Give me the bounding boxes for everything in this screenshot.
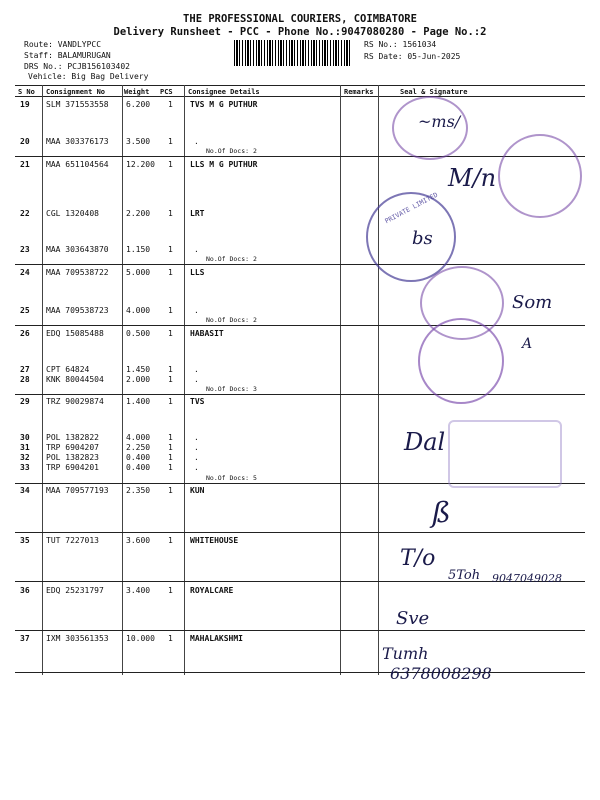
row-weight: 0.400	[126, 453, 151, 462]
row-pcs: 1	[168, 245, 173, 254]
row-sno: 28	[20, 375, 30, 384]
signature: Tumh	[382, 644, 429, 663]
col-divider	[184, 85, 185, 675]
row-consignment: TUT 7227013	[46, 536, 99, 545]
row-consignment: MAA 651104564	[46, 160, 109, 169]
row-consignment: MAA 303376173	[46, 137, 109, 146]
row-consignee: .	[194, 306, 199, 315]
row-pcs: 1	[168, 375, 173, 384]
col-divider	[378, 85, 379, 675]
vehicle-label: Vehicle: Big Bag Delivery	[28, 72, 149, 81]
row-weight: 10.000	[126, 634, 155, 643]
row-weight: 1.150	[126, 245, 151, 254]
staff-label: Staff: BALAMURUGAN	[24, 51, 111, 60]
row-weight: 4.000	[126, 306, 151, 315]
row-weight: 3.400	[126, 586, 151, 595]
row-pcs: 1	[168, 306, 173, 315]
row-pcs: 1	[168, 365, 173, 374]
row-sno: 33	[20, 463, 30, 472]
row-pcs: 1	[168, 209, 173, 218]
row-consignment: MAA 303643870	[46, 245, 109, 254]
row-sno: 21	[20, 160, 30, 169]
col-consignee: Consignee Details	[188, 88, 260, 96]
row-pcs: 1	[168, 137, 173, 146]
row-sno: 34	[20, 486, 30, 495]
row-consignee: ROYALCARE	[190, 586, 234, 595]
company-stamp	[418, 318, 504, 404]
docs-count: No.Of Docs: 2	[206, 147, 257, 155]
row-weight: 5.000	[126, 268, 151, 277]
table-bottom-rule	[15, 672, 585, 673]
row-weight: 4.000	[126, 433, 151, 442]
docs-count: No.Of Docs: 3	[206, 385, 257, 393]
row-consignee: .	[194, 375, 199, 384]
row-consignment: IXM 303561353	[46, 634, 109, 643]
signature: Sve	[396, 608, 430, 629]
route-label: Route: VANDLYPCC	[24, 40, 102, 49]
row-sno: 19	[20, 100, 30, 109]
row-sno: 27	[20, 365, 30, 374]
row-pcs: 1	[168, 268, 173, 277]
row-pcs: 1	[168, 443, 173, 452]
col-divider	[122, 85, 123, 675]
signature: A	[522, 336, 533, 352]
row-consignee: TVS M G PUTHUR	[190, 100, 258, 109]
row-sno: 22	[20, 209, 30, 218]
col-pcs: PCS	[160, 88, 173, 96]
rs-number: RS No.: 1561034	[364, 40, 437, 49]
drs-number: DRS No.: PCJB156103402	[24, 62, 130, 71]
row-sno: 30	[20, 433, 30, 442]
group-rule	[15, 325, 585, 326]
row-sno: 35	[20, 536, 30, 545]
row-consignment: MAA 709577193	[46, 486, 109, 495]
row-consignee: .	[194, 245, 199, 254]
row-sno: 29	[20, 397, 30, 406]
row-pcs: 1	[168, 329, 173, 338]
row-weight: 3.600	[126, 536, 151, 545]
row-consignment: EDQ 25231797	[46, 586, 104, 595]
col-weight: Weight	[124, 88, 150, 96]
row-pcs: 1	[168, 536, 173, 545]
row-weight: 2.000	[126, 375, 151, 384]
row-weight: 1.450	[126, 365, 151, 374]
row-consignee: .	[194, 137, 199, 146]
group-rule	[15, 630, 585, 631]
group-rule	[15, 156, 585, 157]
row-consignment: MAA 709538722	[46, 268, 109, 277]
runsheet-subtitle: Delivery Runsheet - PCC - Phone No.:9047080280 - Page No.:2	[113, 26, 487, 38]
row-weight: 3.500	[126, 137, 151, 146]
row-consignee: .	[194, 443, 199, 452]
row-sno: 25	[20, 306, 30, 315]
signature: Som	[512, 292, 553, 313]
row-sno: 36	[20, 586, 30, 595]
col-remarks: Remarks	[344, 88, 374, 96]
row-pcs: 1	[168, 433, 173, 442]
row-sno: 23	[20, 245, 30, 254]
group-rule	[15, 532, 585, 533]
row-consignee: LLS M G PUTHUR	[190, 160, 258, 169]
row-consignee: KUN	[190, 486, 205, 495]
signature: M/n	[448, 164, 497, 192]
row-pcs: 1	[168, 586, 173, 595]
row-sno: 32	[20, 453, 30, 462]
company-stamp	[366, 192, 456, 282]
row-consignee: HABASIT	[190, 329, 224, 338]
row-weight: 6.200	[126, 100, 151, 109]
row-pcs: 1	[168, 634, 173, 643]
row-consignee: LRT	[190, 209, 205, 218]
row-consignment: CGL 1320408	[46, 209, 99, 218]
row-consignment: KNK 80044504	[46, 375, 104, 384]
col-divider	[42, 85, 43, 675]
row-consignee: .	[194, 433, 199, 442]
row-sno: 20	[20, 137, 30, 146]
row-pcs: 1	[168, 397, 173, 406]
row-consignee: LLS	[190, 268, 205, 277]
docs-count: No.Of Docs: 5	[206, 474, 257, 482]
row-consignment: SLM 371553558	[46, 100, 109, 109]
row-consignment: TRP 6904201	[46, 463, 99, 472]
row-consignment: EDQ 15085488	[46, 329, 104, 338]
stamp-text: PRIVATE LIMITED	[383, 190, 440, 226]
row-weight: 2.350	[126, 486, 151, 495]
table-top-rule	[15, 85, 585, 86]
signature: ß	[432, 496, 451, 529]
row-weight: 2.250	[126, 443, 151, 452]
col-seal: Seal & Signature	[400, 88, 468, 96]
docs-count: No.Of Docs: 2	[206, 255, 257, 263]
row-consignment: TRP 6904207	[46, 443, 99, 452]
row-sno: 26	[20, 329, 30, 338]
row-pcs: 1	[168, 463, 173, 472]
handwritten-phone: 6378008298	[390, 664, 492, 683]
row-weight: 0.500	[126, 329, 151, 338]
signature: Dal	[404, 428, 446, 456]
row-weight: 2.200	[126, 209, 151, 218]
signature: T/o	[400, 546, 436, 571]
company-title: THE PROFESSIONAL COURIERS, COIMBATORE	[183, 13, 417, 25]
docs-count: No.Of Docs: 2	[206, 316, 257, 324]
barcode	[234, 40, 352, 66]
row-sno: 24	[20, 268, 30, 277]
row-consignee: .	[194, 453, 199, 462]
row-consignment: MAA 709538723	[46, 306, 109, 315]
col-divider	[340, 85, 341, 675]
row-pcs: 1	[168, 486, 173, 495]
row-consignment: POL 1382823	[46, 453, 99, 462]
header-rule	[15, 96, 585, 97]
signature: ~ms/	[418, 112, 461, 131]
row-pcs: 1	[168, 100, 173, 109]
row-consignee: .	[194, 463, 199, 472]
row-weight: 0.400	[126, 463, 151, 472]
row-consignment: POL 1382822	[46, 433, 99, 442]
company-stamp	[448, 420, 562, 488]
row-consignee: MAHALAKSHMI	[190, 634, 243, 643]
row-pcs: 1	[168, 453, 173, 462]
row-weight: 1.400	[126, 397, 151, 406]
row-pcs: 1	[168, 160, 173, 169]
handwritten-phone: 9047049028	[492, 572, 562, 585]
col-consignment: Consignment No	[46, 88, 106, 96]
row-consignee: TVS	[190, 397, 205, 406]
rs-date: RS Date: 05-Jun-2025	[364, 52, 461, 61]
row-consignment: CPT 64824	[46, 365, 90, 374]
row-sno: 31	[20, 443, 30, 452]
row-weight: 12.200	[126, 160, 155, 169]
handwritten-note: 5Toh	[448, 568, 481, 583]
company-stamp	[498, 134, 582, 218]
group-rule	[15, 264, 585, 265]
signature: bs	[412, 228, 433, 249]
group-rule	[15, 394, 585, 395]
row-consignee: WHITEHOUSE	[190, 536, 239, 545]
row-consignment: TRZ 90029874	[46, 397, 104, 406]
col-sno: S No	[18, 88, 35, 96]
row-consignee: .	[194, 365, 199, 374]
row-sno: 37	[20, 634, 30, 643]
